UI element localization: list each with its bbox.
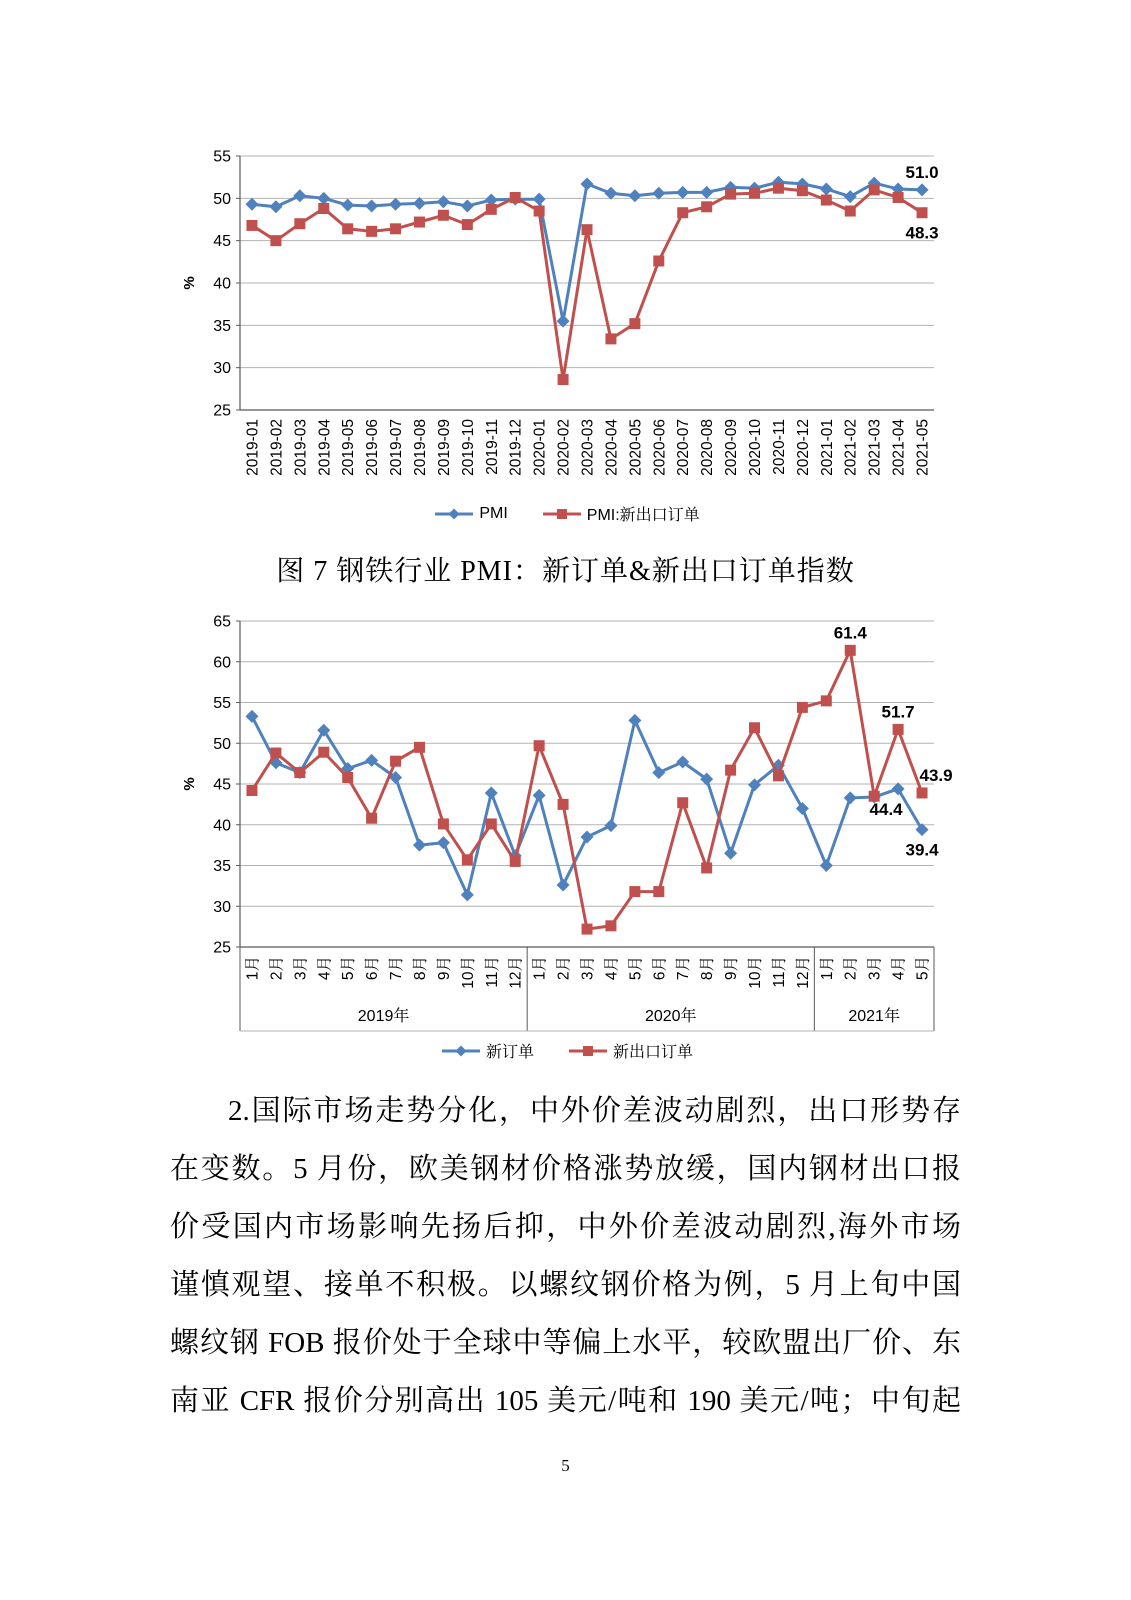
square-marker — [366, 813, 377, 824]
x-tick-label: 5月 — [914, 956, 932, 981]
square-marker — [893, 192, 904, 203]
legend-square-line-swatch — [568, 1043, 608, 1059]
x-tick-label: 2019-10 — [459, 419, 477, 476]
diamond-marker — [844, 190, 857, 203]
x-tick-label: 2020-07 — [675, 419, 693, 476]
square-marker — [773, 770, 784, 781]
x-tick-label: 5月 — [340, 956, 358, 981]
diamond-marker — [269, 200, 282, 213]
y-tick-label: 55 — [213, 695, 231, 712]
diamond-marker — [916, 183, 929, 196]
year-group-label: 2019年 — [357, 1008, 410, 1025]
x-tick-label: 2019-01 — [244, 419, 262, 476]
square-marker — [869, 184, 880, 195]
figure-caption: 图 7 钢铁行业 PMI：新订单&新出口订单指数 — [276, 556, 855, 587]
legend-diamond-marker — [449, 508, 460, 519]
square-marker — [246, 220, 257, 231]
x-tick-label: 2019-07 — [388, 419, 406, 476]
square-marker — [917, 787, 928, 798]
square-marker — [605, 333, 616, 344]
figure-new-orders-chart — [172, 605, 962, 1062]
diamond-marker — [461, 199, 474, 212]
square-marker — [701, 201, 712, 212]
x-tick-labels — [244, 419, 931, 476]
diamond-marker — [724, 847, 737, 860]
square-marker — [534, 740, 545, 751]
x-tick-label: 2020-06 — [651, 419, 669, 476]
x-tick-labels — [243, 956, 931, 989]
square-marker — [390, 756, 401, 767]
diamond-marker — [245, 198, 258, 211]
x-tick-label: 10月 — [747, 956, 765, 989]
y-tick-label: 25 — [213, 939, 231, 957]
diamond-marker — [437, 836, 450, 849]
x-tick-label: 2月 — [268, 956, 286, 981]
legend-square-line-swatch — [542, 506, 582, 522]
square-marker — [558, 799, 569, 810]
x-tick-label: 2020-02 — [555, 419, 573, 476]
x-tick-label: 2019-12 — [507, 419, 525, 476]
x-tick-label: 12月 — [507, 956, 525, 989]
y-tick-label: 40 — [213, 275, 231, 293]
diamond-marker — [389, 198, 402, 211]
x-tick-label: 12月 — [794, 956, 812, 989]
x-tick-label: 2020-01 — [531, 419, 549, 476]
legend-diamond-line-swatch — [434, 506, 474, 522]
y-tick-label: 25 — [213, 402, 231, 420]
y-tick-label: 50 — [213, 190, 231, 208]
square-marker — [629, 886, 640, 897]
data-label: 43.9 — [919, 765, 953, 785]
square-marker — [438, 210, 449, 221]
square-marker — [893, 724, 904, 735]
square-marker — [414, 217, 425, 228]
diamond-marker — [437, 195, 450, 208]
body-paragraph — [170, 1082, 961, 1430]
y-tick-label: 30 — [213, 360, 231, 378]
pmi-export-orders-line-chart — [172, 140, 962, 500]
x-tick-label: 2019-08 — [411, 419, 429, 476]
diamond-marker — [676, 186, 689, 199]
square-marker — [725, 765, 736, 776]
data-label: 39.4 — [905, 840, 939, 860]
legend-label: PMI:新出口订单 — [586, 507, 700, 524]
series-1 — [246, 183, 927, 385]
square-marker — [677, 797, 688, 808]
x-tick-label: 2019-04 — [316, 419, 334, 476]
y-axis-title: % — [181, 777, 198, 791]
chart1-legend — [172, 502, 962, 525]
figure-pmi-export-orders-chart — [172, 140, 962, 525]
diamond-marker — [652, 766, 665, 779]
diamond-marker — [652, 187, 665, 200]
x-tick-label: 2021-01 — [818, 419, 836, 476]
diamond-marker — [365, 199, 378, 212]
diamond-marker — [700, 186, 713, 199]
x-tick-label: 7月 — [675, 956, 693, 981]
x-tick-label: 4月 — [603, 956, 621, 981]
diamond-marker — [820, 183, 833, 196]
x-tick-label: 2020-10 — [747, 419, 765, 476]
gridlines — [213, 614, 934, 957]
series-line — [252, 650, 922, 929]
square-marker — [246, 785, 257, 796]
square-marker — [270, 748, 281, 759]
y-tick-label: 65 — [213, 613, 231, 631]
legend-label: 新出口订单 — [613, 1044, 694, 1061]
x-tick-label: 2021-03 — [866, 419, 884, 476]
y-tick-label: 40 — [213, 817, 231, 835]
diamond-marker — [245, 710, 258, 723]
x-tick-label: 2020-08 — [699, 419, 717, 476]
data-label: 51.0 — [905, 162, 939, 182]
square-marker — [821, 695, 832, 706]
x-tick-label: 1月 — [244, 956, 262, 981]
y-tick-label: 35 — [213, 858, 231, 875]
diamond-marker — [604, 819, 617, 832]
x-tick-label: 7月 — [388, 956, 406, 981]
page-number: 5 — [561, 1456, 570, 1475]
x-tick-label: 2月 — [555, 956, 573, 981]
square-marker — [677, 207, 688, 218]
series-line — [252, 188, 922, 379]
legend-square-marker — [557, 509, 567, 519]
square-marker — [342, 772, 353, 783]
y-tick-label: 60 — [213, 654, 231, 672]
square-marker — [653, 886, 664, 897]
y-tick-label: 30 — [213, 898, 231, 916]
x-tick-label: 2019-06 — [364, 419, 382, 476]
data-label: 48.3 — [905, 223, 939, 243]
x-tick-label: 2020-04 — [603, 419, 621, 476]
x-tick-label: 6月 — [364, 956, 382, 981]
paragraph-line: 在变数。5 月份，欧美钢材价格涨势放缓，国内钢材出口报 — [170, 1153, 961, 1185]
square-marker — [582, 224, 593, 235]
data-label: 51.7 — [881, 702, 915, 722]
square-marker — [845, 645, 856, 656]
diamond-marker — [581, 177, 594, 190]
square-marker — [558, 374, 569, 385]
square-marker — [605, 920, 616, 931]
square-marker — [438, 818, 449, 829]
diamond-marker — [485, 786, 498, 799]
square-marker — [318, 203, 329, 214]
square-marker — [821, 195, 832, 206]
diamond-marker — [604, 187, 617, 200]
x-tick-label: 3月 — [292, 956, 310, 981]
legend-item — [568, 1039, 693, 1062]
square-marker — [653, 255, 664, 266]
x-tick-label: 4月 — [890, 956, 908, 981]
x-tick-label: 3月 — [579, 956, 597, 981]
diamond-marker — [581, 830, 594, 843]
x-tick-label: 5月 — [627, 956, 645, 981]
x-tick-label: 2019-02 — [268, 419, 286, 476]
square-marker — [270, 235, 281, 246]
diamond-marker — [844, 791, 857, 804]
x-tick-label: 6月 — [651, 956, 669, 981]
x-tick-label: 11月 — [770, 956, 788, 988]
square-marker — [534, 206, 545, 217]
x-tick-label: 3月 — [866, 956, 884, 981]
x-tick-label: 10月 — [459, 956, 477, 989]
legend-square-marker — [583, 1046, 593, 1056]
square-marker — [773, 183, 784, 194]
x-tick-label: 2019-09 — [435, 419, 453, 476]
x-tick-label: 2019-11 — [483, 419, 501, 475]
diamond-marker — [796, 802, 809, 815]
year-group-label: 2020年 — [644, 1008, 697, 1025]
legend-diamond-line-swatch — [441, 1043, 481, 1059]
x-tick-label: 2021-02 — [842, 419, 860, 476]
legend-label: PMI — [479, 504, 508, 522]
chart2-legend — [172, 1039, 962, 1062]
legend-item — [434, 505, 507, 523]
diamond-marker — [820, 859, 833, 872]
series-1 — [246, 645, 927, 935]
paragraph-line: 谨慎观望、接单不积极。以螺纹钢价格为例，5 月上旬中国 — [170, 1269, 961, 1301]
x-tick-label: 11月 — [483, 956, 501, 988]
square-marker — [486, 204, 497, 215]
x-tick-label: 2020-12 — [794, 419, 812, 476]
y-tick-label: 55 — [213, 148, 231, 166]
paragraph-line: 价受国内市场影响先扬后抑，中外价差波动剧烈,海外市场 — [170, 1211, 961, 1243]
y-axis-title: % — [181, 276, 198, 290]
x-tick-label: 2020-05 — [627, 419, 645, 476]
square-marker — [486, 818, 497, 829]
y-tick-label: 45 — [213, 233, 231, 251]
legend-item — [441, 1039, 534, 1062]
square-marker — [582, 924, 593, 935]
square-marker — [725, 189, 736, 200]
x-tick-label: 1月 — [818, 956, 836, 981]
square-marker — [917, 207, 928, 218]
year-group-label: 2021年 — [848, 1008, 900, 1025]
new-orders-export-orders-line-chart — [172, 605, 962, 1037]
x-tick-label: 2021-05 — [914, 419, 932, 476]
data-label: 44.4 — [869, 799, 903, 819]
square-marker — [749, 188, 760, 199]
diamond-marker — [533, 789, 546, 802]
x-tick-label: 2020-09 — [723, 419, 741, 476]
square-marker — [414, 742, 425, 753]
square-marker — [294, 218, 305, 229]
square-marker — [318, 747, 329, 758]
y-tick-label: 45 — [213, 776, 231, 794]
diamond-marker — [341, 199, 354, 212]
paragraph-line: 螺纹钢 FOB 报价处于全球中等偏上水平，较欧盟出厂价、东 — [170, 1327, 961, 1359]
diamond-marker — [557, 879, 570, 892]
diamond-marker — [413, 839, 426, 852]
legend-item — [542, 502, 700, 525]
legend-diamond-marker — [455, 1045, 466, 1056]
diamond-marker — [293, 189, 306, 202]
diamond-marker — [628, 714, 641, 727]
square-marker — [749, 722, 760, 733]
square-marker — [701, 862, 712, 873]
legend-label: 新订单 — [485, 1044, 534, 1061]
paragraph-line: 南亚 CFR 报价分别高出 105 美元/吨和 190 美元/吨；中旬起 — [170, 1385, 961, 1417]
square-marker — [462, 219, 473, 230]
x-tick-label: 2019-03 — [292, 419, 310, 476]
square-marker — [462, 854, 473, 865]
square-marker — [845, 206, 856, 217]
square-marker — [510, 192, 521, 203]
x-tick-label: 4月 — [316, 956, 334, 981]
diamond-marker — [413, 197, 426, 210]
data-label: 61.4 — [833, 623, 867, 643]
square-marker — [629, 318, 640, 329]
x-tick-label: 2月 — [842, 956, 860, 981]
y-tick-label: 50 — [213, 735, 231, 753]
x-tick-label: 2020-03 — [579, 419, 597, 476]
x-tick-label: 2019-05 — [340, 419, 358, 476]
x-tick-label: 9月 — [435, 956, 453, 981]
square-marker — [366, 226, 377, 237]
paragraph-line: 2.国际市场走势分化，中外价差波动剧烈，出口形势存 — [228, 1095, 961, 1127]
square-marker — [342, 223, 353, 234]
square-marker — [797, 185, 808, 196]
square-marker — [510, 856, 521, 867]
diamond-marker — [461, 888, 474, 901]
square-marker — [390, 223, 401, 234]
diamond-marker — [317, 192, 330, 205]
x-tick-label: 1月 — [531, 956, 549, 981]
diamond-marker — [533, 193, 546, 206]
square-marker — [294, 767, 305, 778]
series-0 — [245, 710, 928, 901]
x-tick-label: 2020-11 — [770, 419, 788, 475]
x-tick-label: 2021-04 — [890, 419, 908, 476]
y-tick-label: 35 — [213, 317, 231, 335]
diamond-marker — [628, 189, 641, 202]
x-tick-label: 8月 — [411, 956, 429, 981]
x-tick-label: 9月 — [723, 956, 741, 981]
square-marker — [797, 702, 808, 713]
x-tick-label: 8月 — [699, 956, 717, 981]
